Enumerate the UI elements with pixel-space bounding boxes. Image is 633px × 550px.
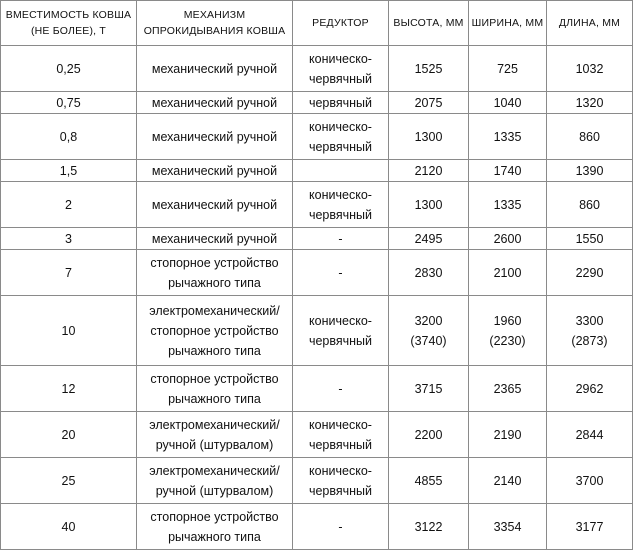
cell-tipping-mechanism <box>137 366 293 412</box>
cell-height-text: 1300 <box>414 197 443 212</box>
cell-length <box>547 366 633 412</box>
cell-tipping-mechanism <box>137 250 293 296</box>
cell-capacity <box>1 160 137 182</box>
cell-length-text: 1550 <box>575 231 604 246</box>
cell-length-text: 2844 <box>575 427 604 442</box>
cell-width-text: 1740 <box>493 163 522 178</box>
cell-capacity-text: 2 <box>65 197 72 212</box>
cell-length-text: 3300 <box>575 313 604 328</box>
cell-tipping-mechanism-text: механический ручной <box>151 95 278 110</box>
cell-height <box>389 160 469 182</box>
table-row <box>1 114 633 160</box>
cell-gearbox <box>293 296 389 366</box>
cell-width <box>469 250 547 296</box>
cell-capacity <box>1 182 137 228</box>
header-height <box>389 1 469 46</box>
cell-width-text: 1040 <box>493 95 522 110</box>
table-row <box>1 412 633 458</box>
cell-gearbox-text: - <box>338 381 343 396</box>
cell-length <box>547 182 633 228</box>
cell-gearbox-text: червячный <box>308 71 373 86</box>
cell-tipping-mechanism-text: рычажного типа <box>168 343 261 358</box>
cell-gearbox-text: коническо- <box>309 463 372 478</box>
table-row <box>1 228 633 250</box>
cell-width-text: (2230) <box>489 333 526 348</box>
cell-capacity <box>1 296 137 366</box>
cell-width-text: 2100 <box>493 265 522 280</box>
header-gearbox <box>293 1 389 46</box>
cell-capacity-text: 20 <box>61 427 76 442</box>
cell-gearbox-text: червячный <box>308 207 373 222</box>
cell-gearbox-text: коническо- <box>309 417 372 432</box>
cell-height <box>389 296 469 366</box>
cell-height-text: 2200 <box>414 427 443 442</box>
cell-tipping-mechanism-text: механический ручной <box>151 163 278 178</box>
header-height-text: ВЫСОТА, ММ <box>393 17 464 29</box>
cell-gearbox <box>293 412 389 458</box>
cell-tipping-mechanism-text: ручной (штурвалом) <box>155 483 274 498</box>
table-row <box>1 182 633 228</box>
cell-gearbox <box>293 504 389 550</box>
header-capacity <box>1 1 137 46</box>
cell-width <box>469 92 547 114</box>
table-row <box>1 366 633 412</box>
cell-width <box>469 458 547 504</box>
cell-gearbox-text: - <box>338 519 343 534</box>
cell-width-text: 2140 <box>493 473 522 488</box>
header-capacity-text: (НЕ БОЛЕЕ), Т <box>30 25 107 37</box>
table-row <box>1 92 633 114</box>
cell-width-text: 1335 <box>493 129 522 144</box>
cell-tipping-mechanism-text: стопорное устройство <box>150 509 279 524</box>
header-length <box>547 1 633 46</box>
cell-capacity <box>1 114 137 160</box>
cell-tipping-mechanism <box>137 458 293 504</box>
cell-width-text: 1960 <box>493 313 522 328</box>
cell-gearbox-text: коническо- <box>309 51 372 66</box>
cell-width-text: 3354 <box>493 519 522 534</box>
cell-height <box>389 92 469 114</box>
cell-capacity <box>1 46 137 92</box>
cell-capacity-text: 7 <box>65 265 72 280</box>
cell-height <box>389 412 469 458</box>
cell-length-text: 2962 <box>575 381 604 396</box>
cell-height <box>389 182 469 228</box>
table-row <box>1 504 633 550</box>
cell-capacity <box>1 366 137 412</box>
cell-length <box>547 412 633 458</box>
cell-capacity-text: 40 <box>61 519 76 534</box>
cell-gearbox-text: - <box>338 231 343 246</box>
table-body <box>1 46 633 550</box>
cell-capacity-text: 0,75 <box>56 95 81 110</box>
header-gearbox-text: РЕДУКТОР <box>312 17 369 29</box>
cell-tipping-mechanism-text: механический ручной <box>151 61 278 76</box>
cell-width-text: 2190 <box>493 427 522 442</box>
cell-height-text: 2495 <box>414 231 443 246</box>
cell-width <box>469 412 547 458</box>
cell-length <box>547 46 633 92</box>
cell-gearbox <box>293 228 389 250</box>
cell-width <box>469 366 547 412</box>
cell-length-text: 860 <box>579 197 600 212</box>
cell-length <box>547 458 633 504</box>
cell-gearbox-text: червячный <box>308 437 373 452</box>
cell-gearbox-text: коническо- <box>309 119 372 134</box>
cell-tipping-mechanism-text: ручной (штурвалом) <box>155 437 274 452</box>
cell-capacity <box>1 250 137 296</box>
cell-width <box>469 504 547 550</box>
cell-height <box>389 366 469 412</box>
cell-gearbox <box>293 366 389 412</box>
cell-height <box>389 228 469 250</box>
cell-gearbox-text: коническо- <box>309 313 372 328</box>
cell-width-text: 2600 <box>493 231 522 246</box>
cell-length-text: 3700 <box>575 473 604 488</box>
cell-tipping-mechanism <box>137 182 293 228</box>
cell-tipping-mechanism <box>137 412 293 458</box>
cell-tipping-mechanism-text: электромеханический/ <box>149 463 280 478</box>
cell-gearbox-text: червячный <box>308 333 373 348</box>
cell-capacity <box>1 458 137 504</box>
cell-width-text: 725 <box>497 61 518 76</box>
cell-capacity-text: 25 <box>61 473 76 488</box>
cell-height-text: 1300 <box>414 129 443 144</box>
table-row <box>1 296 633 366</box>
cell-height <box>389 114 469 160</box>
cell-length-text: 1032 <box>575 61 604 76</box>
cell-width <box>469 160 547 182</box>
cell-length <box>547 504 633 550</box>
cell-gearbox <box>293 160 389 182</box>
table-row <box>1 160 633 182</box>
cell-capacity-text: 3 <box>65 231 72 246</box>
cell-gearbox <box>293 46 389 92</box>
cell-tipping-mechanism <box>137 160 293 182</box>
table-row <box>1 46 633 92</box>
cell-length <box>547 250 633 296</box>
cell-height <box>389 250 469 296</box>
header-tipping-mechanism-text: МЕХАНИЗМ <box>183 9 246 21</box>
cell-width-text: 2365 <box>493 381 522 396</box>
cell-tipping-mechanism-text: электромеханический/ <box>149 417 280 432</box>
cell-tipping-mechanism-text: рычажного типа <box>168 275 261 290</box>
cell-height <box>389 46 469 92</box>
cell-height-text: 1525 <box>414 61 443 76</box>
cell-capacity <box>1 412 137 458</box>
cell-gearbox <box>293 182 389 228</box>
cell-height-text: (3740) <box>410 333 447 348</box>
cell-capacity <box>1 92 137 114</box>
cell-gearbox-text: червячный <box>308 139 373 154</box>
cell-gearbox <box>293 458 389 504</box>
cell-height-text: 3200 <box>414 313 443 328</box>
cell-gearbox-text: червячный <box>308 95 373 110</box>
cell-tipping-mechanism <box>137 504 293 550</box>
cell-tipping-mechanism <box>137 114 293 160</box>
table-header <box>1 1 633 46</box>
cell-width <box>469 296 547 366</box>
cell-capacity-text: 0,25 <box>56 61 81 76</box>
cell-height-text: 4855 <box>414 473 443 488</box>
cell-tipping-mechanism-text: стопорное устройство <box>150 371 279 386</box>
header-tipping-mechanism <box>137 1 293 46</box>
cell-capacity <box>1 228 137 250</box>
cell-tipping-mechanism <box>137 228 293 250</box>
header-row <box>1 1 633 46</box>
cell-width <box>469 228 547 250</box>
cell-tipping-mechanism <box>137 92 293 114</box>
cell-length-text: 1320 <box>575 95 604 110</box>
table-row <box>1 250 633 296</box>
cell-tipping-mechanism-text: стопорное устройство <box>150 323 279 338</box>
header-tipping-mechanism-text: ОПРОКИДЫВАНИЯ КОВША <box>143 25 286 37</box>
cell-height-text: 3715 <box>414 381 443 396</box>
cell-capacity-text: 1,5 <box>59 163 78 178</box>
cell-gearbox-text: червячный <box>308 483 373 498</box>
cell-tipping-mechanism-text: рычажного типа <box>168 529 261 544</box>
cell-tipping-mechanism <box>137 46 293 92</box>
table-row <box>1 458 633 504</box>
cell-tipping-mechanism-text: механический ручной <box>151 231 278 246</box>
cell-capacity-text: 10 <box>61 323 76 338</box>
cell-capacity-text: 0,8 <box>59 129 78 144</box>
cell-length-text: 860 <box>579 129 600 144</box>
cell-length <box>547 92 633 114</box>
cell-length-text: 1390 <box>575 163 604 178</box>
cell-tipping-mechanism-text: стопорное устройство <box>150 255 279 270</box>
cell-gearbox-text: - <box>338 265 343 280</box>
cell-gearbox <box>293 114 389 160</box>
cell-tipping-mechanism-text: механический ручной <box>151 129 278 144</box>
cell-tipping-mechanism-text: рычажного типа <box>168 391 261 406</box>
cell-tipping-mechanism-text: электромеханический/ <box>149 303 280 318</box>
cell-length-text: (2873) <box>571 333 608 348</box>
cell-height <box>389 458 469 504</box>
cell-capacity <box>1 504 137 550</box>
header-width <box>469 1 547 46</box>
cell-length-text: 3177 <box>575 519 604 534</box>
cell-length <box>547 114 633 160</box>
cell-gearbox-text: коническо- <box>309 187 372 202</box>
cell-length <box>547 160 633 182</box>
cell-width-text: 1335 <box>493 197 522 212</box>
cell-gearbox <box>293 92 389 114</box>
cell-width <box>469 46 547 92</box>
cell-length <box>547 296 633 366</box>
cell-height-text: 2830 <box>414 265 443 280</box>
cell-width <box>469 114 547 160</box>
cell-tipping-mechanism <box>137 296 293 366</box>
cell-height-text: 2075 <box>414 95 443 110</box>
cell-width <box>469 182 547 228</box>
cell-tipping-mechanism-text: механический ручной <box>151 197 278 212</box>
cell-length-text: 2290 <box>575 265 604 280</box>
header-length-text: ДЛИНА, ММ <box>558 17 621 29</box>
cell-gearbox <box>293 250 389 296</box>
header-capacity-text: ВМЕСТИМОСТЬ КОВША <box>5 9 132 21</box>
cell-length <box>547 228 633 250</box>
header-width-text: ШИРИНА, ММ <box>471 17 544 29</box>
cell-height-text: 3122 <box>414 519 443 534</box>
cell-height-text: 2120 <box>414 163 443 178</box>
cell-capacity-text: 12 <box>61 381 76 396</box>
cell-height <box>389 504 469 550</box>
